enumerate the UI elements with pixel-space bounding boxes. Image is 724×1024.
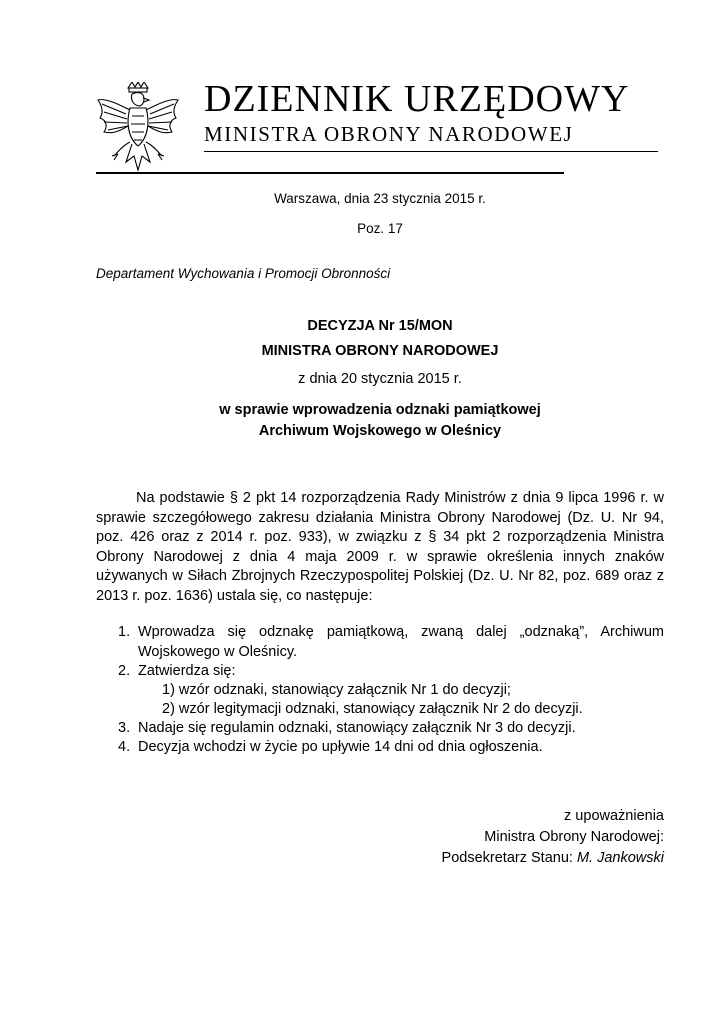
list-item bbox=[118, 738, 664, 758]
list-item-text: Zatwierdza się: bbox=[138, 663, 236, 679]
sub-item: 2) wzór legitymacji odznaki, stanowiący załącznik Nr 2 do decyzji. bbox=[162, 701, 583, 717]
signature-authorization: z upoważnienia bbox=[564, 808, 664, 824]
decision-subject-line-2: Archiwum Wojskowego w Oleśnicy bbox=[258, 423, 502, 439]
list-item bbox=[118, 719, 664, 739]
department-name: Departament Wychowania i Promocji Obronności bbox=[96, 266, 391, 281]
list-item bbox=[118, 623, 664, 662]
decision-title: DECYZJA Nr 15/MON bbox=[307, 318, 453, 334]
position-number: Poz. 17 bbox=[357, 221, 403, 236]
signature-on-behalf: Ministra Obrony Narodowej: bbox=[484, 829, 664, 845]
polish-eagle-emblem-icon bbox=[96, 82, 180, 174]
list-number: 1. bbox=[118, 624, 131, 640]
list-number: 4. bbox=[118, 739, 131, 755]
masthead-rule-thick bbox=[96, 172, 564, 174]
decision-issuer: MINISTRA OBRONY NARODOWEJ bbox=[261, 343, 499, 359]
list-item-text: Decyzja wchodzi w życie po upływie 14 dni od dnia ogłoszenia. bbox=[138, 739, 543, 755]
list-number: 2. bbox=[118, 663, 131, 679]
list-item-line: Wprowadza się odznakę pamiątkową, zwaną dalej „odznaką”, Archiwum bbox=[138, 624, 664, 640]
signature-block bbox=[442, 850, 664, 866]
list-item-text: Nadaje się regulamin odznaki, stanowiący załącznik Nr 3 do decyzji. bbox=[138, 720, 576, 736]
sub-item: 1) wzór odznaki, stanowiący załącznik Nr 1 do decyzji; bbox=[162, 682, 511, 698]
masthead-rule-thin bbox=[204, 151, 658, 152]
legal-basis-paragraph: Na podstawie § 2 pkt 14 rozporządzenia Rady Ministrów z dnia 9 lipca 1996 r. w sprawie szczegółowego zakresu działania Ministra Obrony Narodowej (Dz. U. Nr 94, poz. 426 oraz z 2014 r. poz. 933), w związku z § 34 pkt 2 rozporządzenia Ministra Obrony Narodowej z dnia 4 maja 2009 r. w sprawie określenia innych znaków używanych w Siłach Zbrojnych Rzeczypospolitej Polskiej (Dz. U. Nr 82, poz. 689 oraz z 2013 r. poz. 1636) ustala się, co następuje: bbox=[96, 490, 664, 604]
list-number: 3. bbox=[118, 720, 131, 736]
signatory-name: M. Jankowski bbox=[576, 850, 664, 866]
masthead-subtitle: MINISTRA OBRONY NARODOWEJ bbox=[204, 122, 574, 146]
place-and-date: Warszawa, dnia 23 stycznia 2015 r. bbox=[274, 191, 486, 206]
masthead-title: DZIENNIK URZĘDOWY bbox=[204, 78, 630, 120]
list-item-line: Wojskowego w Oleśnicy. bbox=[138, 643, 298, 660]
signatory-role: Podsekretarz Stanu: bbox=[441, 850, 577, 866]
list-item bbox=[118, 662, 664, 682]
decision-date: z dnia 20 stycznia 2015 r. bbox=[298, 371, 462, 387]
decision-subject-line-1: w sprawie wprowadzenia odznaki pamiątkowej bbox=[219, 402, 541, 418]
